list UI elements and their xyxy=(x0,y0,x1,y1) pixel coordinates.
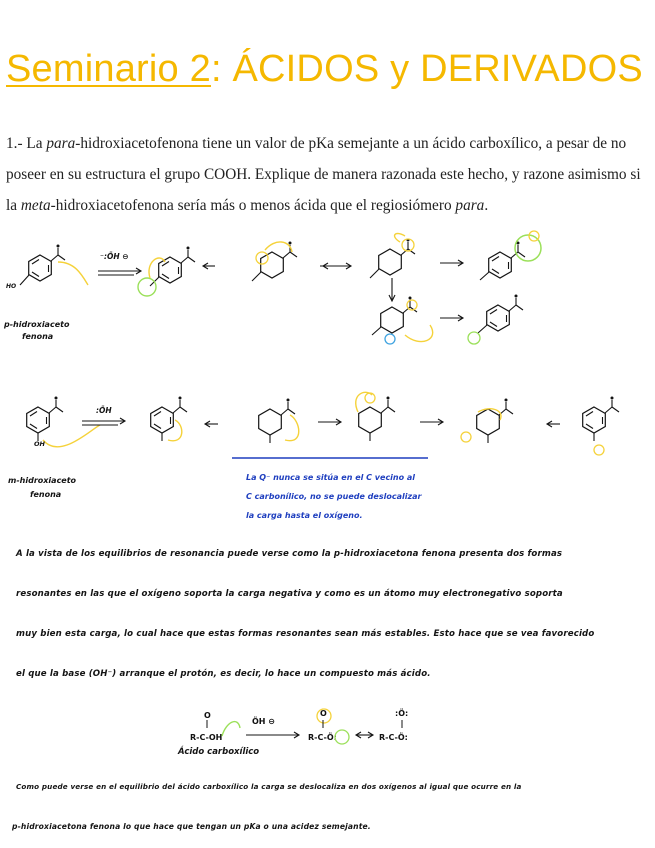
conclusion-line2: p-hidroxiacetona fenona lo que hace que tengan un pKa o una acidez semejante. xyxy=(12,822,371,831)
explanation-line4: el que la base (OH⁻) arranque el protón, es decir, lo hace un compuesto más ácido. xyxy=(16,669,431,679)
scheme1-molecules xyxy=(20,231,541,344)
svg-text:O: O xyxy=(204,711,211,720)
title-main: Seminario 2 xyxy=(6,48,211,90)
scheme1-label-line2: fenona xyxy=(22,332,54,341)
acid-product2: R-C-Ö: xyxy=(379,733,408,742)
acid-reagent: ÖH ⊖ xyxy=(252,717,275,726)
blue-note-line2: C carbonílico, no se puede deslocalizar xyxy=(246,492,422,501)
scheme2-reagent: :ÖH xyxy=(96,406,112,415)
svg-text::Ö:: :Ö: xyxy=(395,709,409,718)
acid-label: Ácido carboxílico xyxy=(178,747,260,757)
question-text: . xyxy=(484,197,489,214)
acid-formula: R-C-OH xyxy=(190,733,223,742)
scheme1-reagent: ⁻:ÖH ⊖ xyxy=(100,252,129,261)
question-italic: para xyxy=(46,135,76,152)
question-italic: para xyxy=(455,197,485,214)
scheme1-label-line1: p-hidroxiaceto xyxy=(4,320,70,329)
question-italic: meta xyxy=(20,197,51,214)
explanation-line3: muy bien esta carga, lo cual hace que estas formas resonantes sean más estables. Esto hace que se vea favorecido xyxy=(16,629,595,639)
svg-text:Ö: Ö xyxy=(320,709,327,718)
scheme2-molecules xyxy=(27,392,619,458)
question-text: 1.- La xyxy=(6,135,47,152)
scheme2-label-line1: m-hidroxiaceto xyxy=(8,476,77,485)
acid-scheme-drawing xyxy=(190,708,408,744)
explanation-line1: A la vista de los equilibrios de resonancia puede verse como la p-hidroxiacetona fenona presenta dos formas xyxy=(16,549,563,559)
question-text: -hidroxiacetofenona sería más o menos ácida que el regiosiómero xyxy=(50,197,456,214)
conclusion-line1: Como puede verse en el equilibrio del ácido carboxílico la carga se deslocaliza en dos oxígenos al igual que ocurre en la xyxy=(16,782,522,791)
blue-note-line3: la carga hasta el oxígeno. xyxy=(246,511,363,520)
scheme2-label-line2: fenona xyxy=(30,490,62,499)
title-rest: : ÁCIDOS y DERIVADOS xyxy=(210,48,643,90)
acid-product1: R-C-Ö: xyxy=(308,733,337,742)
explanation-line2: resonantes en las que el oxígeno soporta la carga negativa y como es un átomo muy electronegativo soporta xyxy=(16,589,563,599)
oh-label: OH xyxy=(34,440,45,448)
blue-note-line1: La Q⁻ nunca se sitúa en el C vecino al xyxy=(246,473,416,482)
question-text: -hidroxiacetofenona tiene un valor de pKa semejante a un ácido carboxílico, a pesar de no poseer en su estructura el grupo COOH. Explique de manera razonada este hecho, y razone asimismo si la xyxy=(6,135,641,214)
ho-label: HO xyxy=(6,283,17,290)
